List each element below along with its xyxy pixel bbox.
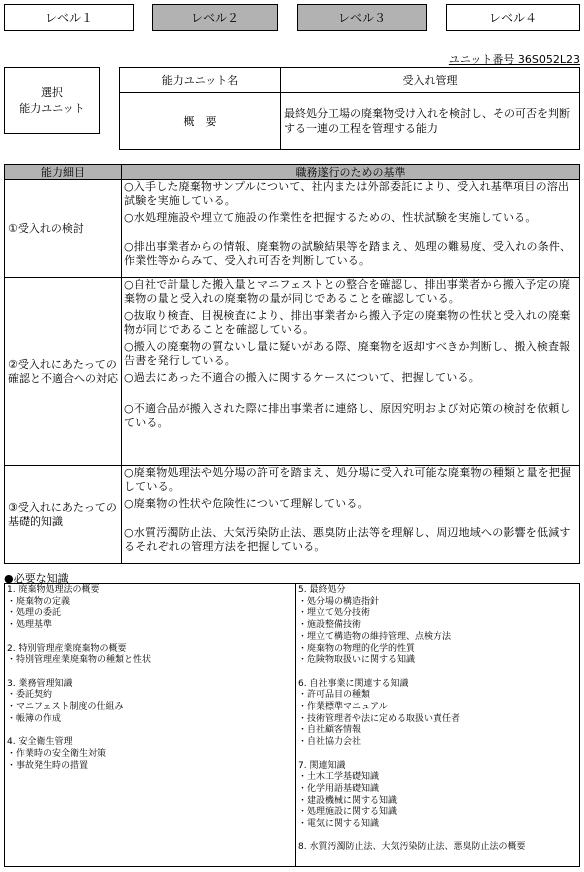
knowledge-item: ・作業時の安全衛生対策 [7, 748, 107, 759]
criteria-item: ○廃棄物の性状や危険性について理解している。 [124, 497, 369, 510]
criteria-item: ○搬入の廃棄物の質ないし量に疑いがある際、廃棄物を返却すべきか判断し、搬入検査報告書を発行している。 [124, 340, 571, 367]
category-cell: ③受入れにあたっての基礎的知識 [5, 466, 122, 564]
summary-text: 最終処分工場の廃棄物受け入れを検討し、その可否を判断する一連の工程を管理する能力 [281, 93, 580, 150]
knowledge-item: ・土木工学基礎知識 [298, 772, 380, 783]
knowledge-item: ・自社顧客情報 [298, 725, 362, 736]
knowledge-heading: 7. 関連知識 [298, 760, 346, 771]
level-tab-1[interactable]: レベル１ [4, 4, 134, 31]
knowledge-item: ・自社協力会社 [298, 737, 362, 748]
criteria-item: ○抜取り検査、目視検査により、排出事業者から搬入予定の廃棄物の性状と受入れの廃棄物が同じであることを確認している。 [124, 309, 571, 336]
knowledge-item: ・技術管理者や法に定める取扱い責任者 [298, 713, 461, 724]
criteria-cell [122, 180, 580, 278]
knowledge-heading: 3. 業務管理知識 [7, 678, 73, 689]
knowledge-table [4, 583, 580, 867]
knowledge-item: ・電気に関する知識 [298, 819, 380, 830]
level-tab-3[interactable]: レベル３ [297, 4, 427, 31]
criteria-item: ○自社で計量した搬入量とマニフェストとの整合を確認し、排出事業者から搬入予定の廃棄物の量と受入れの廃棄物の量が同じであることを確認している。 [124, 278, 571, 305]
criteria-item: ○入手した廃棄物サンプルについて、社内または外部委託により、受入れ基準項目の溶出試験を実施している。 [124, 180, 570, 207]
knowledge-item: ・委託契約 [7, 690, 53, 701]
criteria-item: ○過去にあった不適合の搬入に関するケースについて、把握している。 [124, 371, 480, 384]
criteria-col1-header: 能力細目 [5, 165, 122, 180]
knowledge-heading: 1. 廃棄物処理法の概要 [7, 585, 100, 595]
level-tab-2[interactable]: レベル２ [152, 4, 278, 31]
knowledge-item: ・処理施設に関する知識 [298, 807, 398, 818]
knowledge-item: ・化学用語基礎知識 [298, 783, 380, 794]
knowledge-item: ・特別管理産業廃棄物の種類と性状 [7, 655, 152, 666]
criteria-item: ○水質汚濁防止法、大気汚染防止法、悪臭防止法等を理解し、周辺地域への影響を低減するそれぞれの管理方法を把握している。 [124, 526, 571, 553]
knowledge-heading: 5. 最終処分 [298, 585, 346, 595]
knowledge-item: ・許可品目の種類 [298, 690, 371, 701]
knowledge-item: ・危険物取扱いに関する知識 [298, 655, 416, 666]
knowledge-heading: 8. 水質汚濁防止法、大気汚染防止法、悪臭防止法の概要 [298, 842, 526, 853]
criteria-cell [122, 278, 580, 466]
table-row [5, 466, 580, 564]
knowledge-item: ・マニフェスト制度の仕組み [7, 702, 124, 712]
table-row [5, 278, 580, 466]
table-row [5, 180, 580, 278]
knowledge-heading: 4. 安全衛生管理 [7, 737, 73, 748]
selected-unit-label-2: 能力ユニット [19, 101, 85, 115]
criteria-item: ○廃棄物処理法や処分場の許可を踏まえ、処分場に受入れ可能な廃棄物の種類と量を把握している。 [124, 466, 572, 493]
knowledge-heading: 6. 自社事業に関連する知識 [298, 678, 409, 689]
knowledge-item: ・埋立て構造物の維持管理、点検方法 [298, 631, 452, 642]
knowledge-item: ・埋立て処分技術 [298, 608, 371, 619]
unit-name-header: 能力ユニット名 [120, 68, 281, 93]
knowledge-heading: 2. 特別管理産業廃棄物の概要 [7, 643, 127, 654]
selected-unit-label-1: 選択 [41, 85, 63, 99]
category-cell: ②受入れにあたっての確認と不適合への対応 [5, 278, 122, 466]
criteria-item: ○排出事業者からの情報、廃棄物の試験結果等を踏まえ、処理の難易度、受入れの条件、作業性等からみて、受入れ可否を判断している。 [124, 240, 572, 267]
knowledge-title: ●必要な知識 [4, 572, 69, 585]
knowledge-item: ・処理基準 [7, 620, 53, 631]
unit-name-value: 受入れ管理 [281, 68, 580, 93]
knowledge-item: ・廃棄物の物理的化学的性質 [298, 643, 416, 654]
criteria-item: ○不適合品が搬入された際に排出事業者に連絡し、原因究明および対応策の検討を依頼している。 [124, 402, 571, 429]
criteria-item: ○水処理施設や埋立て施設の作業性を把握するための、性状試験を実施している。 [124, 211, 537, 224]
knowledge-item: ・作業標準マニュアル [298, 702, 388, 713]
criteria-table [4, 164, 580, 564]
selected-unit-box [4, 67, 100, 134]
criteria-col2-header: 職務遂行のための基準 [122, 165, 580, 180]
knowledge-item: ・事故発生時の措置 [7, 760, 89, 771]
level-tab-4[interactable]: レベル４ [446, 4, 580, 31]
knowledge-item: ・建設機械に関する知識 [298, 795, 398, 806]
criteria-cell [122, 466, 580, 564]
knowledge-right-column [296, 584, 580, 867]
unit-table [119, 67, 580, 150]
unit-number: ユニット番号 36S052L23 [448, 53, 580, 66]
knowledge-item: ・処分場の構造指針 [298, 596, 380, 607]
category-cell: ①受入れの検討 [5, 180, 122, 278]
knowledge-item: ・処理の委託 [7, 608, 62, 619]
knowledge-left-column [5, 584, 296, 867]
summary-label: 概 要 [120, 93, 281, 150]
knowledge-item: ・施設整備技術 [298, 620, 362, 631]
knowledge-item: ・帳簿の作成 [7, 713, 62, 724]
knowledge-item: ・廃棄物の定義 [7, 596, 71, 607]
